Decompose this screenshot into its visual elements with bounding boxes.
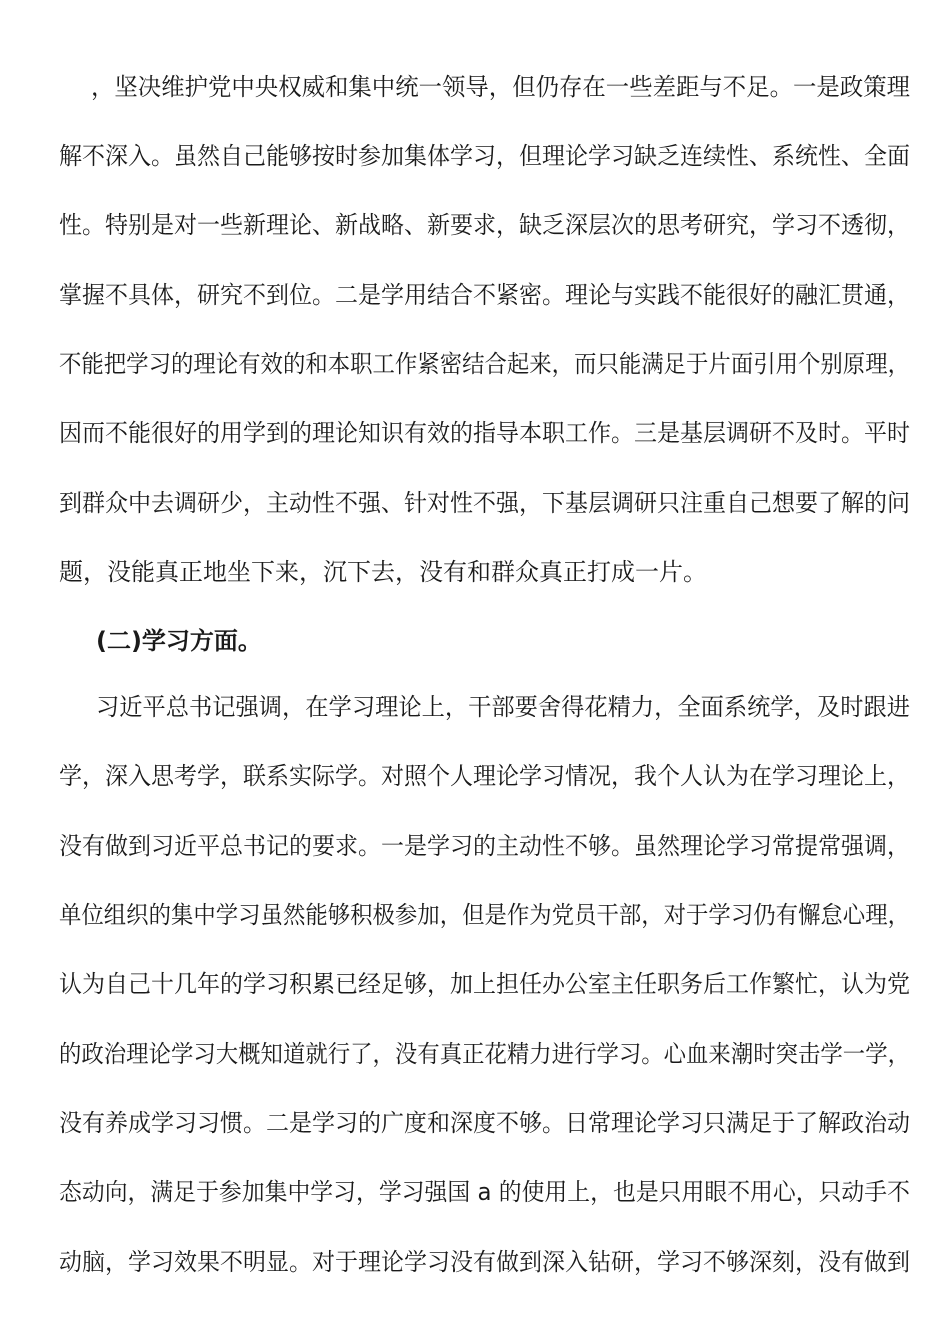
text-line: 没有做到习近平总书记的要求。一是学习的主动性不够。虽然理论学习常提常强调， bbox=[59, 832, 910, 860]
text-line: 的政治理论学习大概知道就行了，没有真正花精力进行学习。心血来潮时突击学一学， bbox=[59, 1040, 910, 1068]
text-line: 到群众中去调研少，主动性不强、针对性不强，下基层调研只注重自己想要了解的问 bbox=[59, 489, 910, 517]
text-line: 不能把学习的理论有效的和本职工作紧密结合起来，而只能满足于片面引用个别原理， bbox=[59, 350, 910, 378]
text-line: ，坚决维护党中央权威和集中统一领导，但仍存在一些差距与不足。一是政策理 bbox=[91, 73, 910, 101]
text-line: 态动向，满足于参加集中学习，学习强国 a 的使用上，也是只用眼不用心，只动手不 bbox=[59, 1178, 910, 1206]
text-line: 习近平总书记强调，在学习理论上，干部要舍得花精力，全面系统学，及时跟进 bbox=[96, 693, 910, 721]
text-line: 掌握不具体，研究不到位。二是学用结合不紧密。理论与实践不能很好的融汇贯通， bbox=[59, 281, 910, 309]
text-line: 因而不能很好的用学到的理论知识有效的指导本职工作。三是基层调研不及时。平时 bbox=[59, 419, 910, 447]
text-line: 解不深入。虽然自己能够按时参加集体学习，但理论学习缺乏连续性、系统性、全面 bbox=[59, 142, 910, 170]
section-heading: (二)学习方面。 bbox=[96, 627, 262, 655]
text-line: 性。特别是对一些新理论、新战略、新要求，缺乏深层次的思考研究，学习不透彻， bbox=[59, 211, 910, 239]
text-line: 认为自己十几年的学习积累已经足够，加上担任办公室主任职务后工作繁忙，认为党 bbox=[59, 970, 910, 998]
text-line: 单位组织的集中学习虽然能够积极参加，但是作为党员干部，对于学习仍有懈怠心理， bbox=[59, 901, 910, 929]
text-line: 学，深入思考学，联系实际学。对照个人理论学习情况，我个人认为在学习理论上， bbox=[59, 762, 910, 790]
text-line: 动脑，学习效果不明显。对于理论学习没有做到深入钻研，学习不够深刻，没有做到 bbox=[59, 1248, 910, 1276]
text-line: 题，没能真正地坐下来，沉下去，没有和群众真正打成一片。 bbox=[59, 558, 707, 586]
text-line: 没有养成学习习惯。二是学习的广度和深度不够。日常理论学习只满足于了解政治动 bbox=[59, 1109, 910, 1137]
